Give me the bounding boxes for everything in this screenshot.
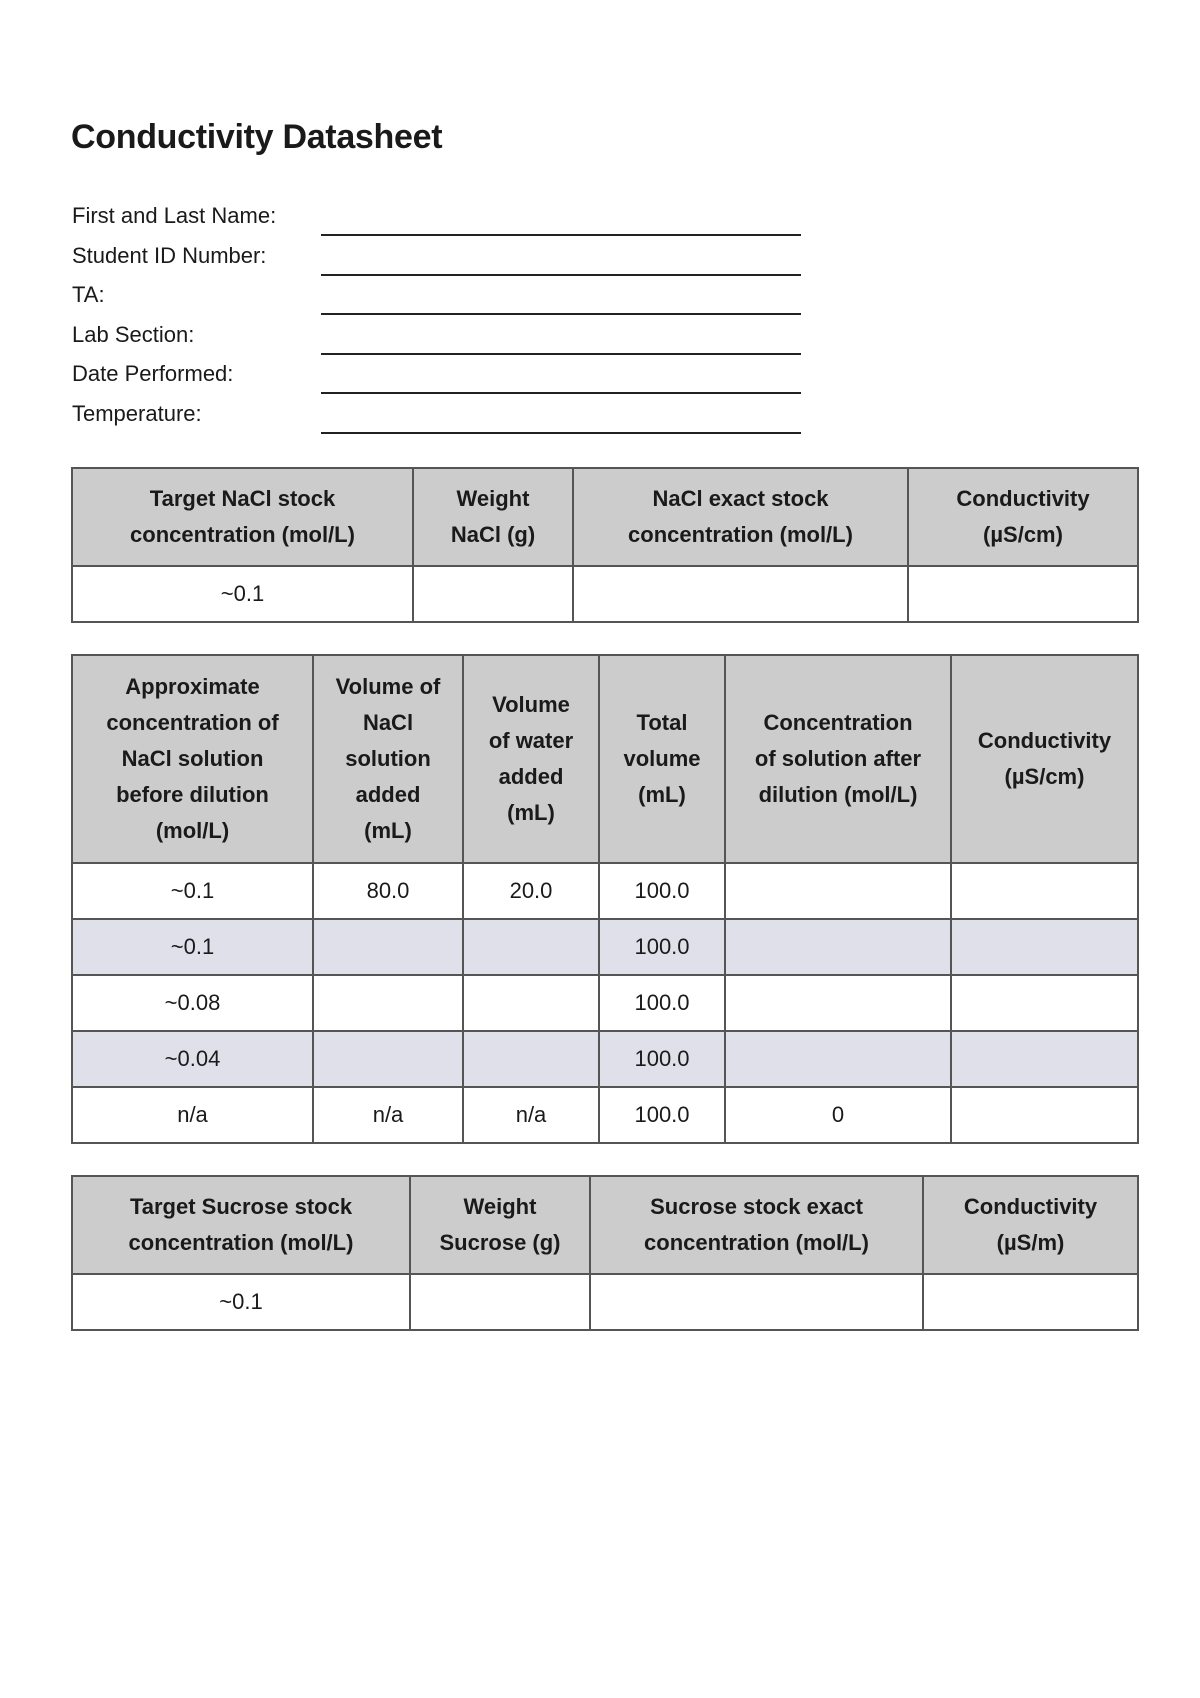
- info-row-lab-section: [72, 316, 812, 356]
- header-target-nacl-concentration: [72, 468, 413, 566]
- table-row: [72, 975, 1138, 1031]
- table-cell: ~0.1: [72, 1274, 410, 1330]
- table-row: [72, 919, 1138, 975]
- table-cell-input[interactable]: [951, 863, 1138, 919]
- info-row-student-id: [72, 237, 812, 277]
- table-cell-input[interactable]: [908, 566, 1138, 622]
- header-weight-sucrose: [410, 1176, 590, 1274]
- table-cell-input[interactable]: [951, 975, 1138, 1031]
- page-title: Conductivity Datasheet: [71, 118, 443, 156]
- header-sucrose-exact-concentration: [590, 1176, 923, 1274]
- header-line: (µS/m): [996, 1230, 1065, 1255]
- header-line: before dilution: [116, 782, 269, 807]
- table-cell: 20.0: [463, 863, 599, 919]
- header-line: Target NaCl stock: [149, 486, 336, 511]
- sucrose-stock-table: [71, 1175, 1139, 1331]
- header-line: dilution (mol/L): [758, 782, 918, 807]
- table-cell-input[interactable]: [313, 1031, 463, 1087]
- header-line: concentration (mol/L): [128, 1230, 354, 1255]
- header-approx-concentration: [72, 655, 313, 863]
- header-line: Sucrose stock exact: [650, 1194, 863, 1219]
- nacl-stock-table: [71, 467, 1139, 623]
- table-row: [72, 863, 1138, 919]
- header-line: Concentration: [763, 710, 913, 735]
- table-cell: 80.0: [313, 863, 463, 919]
- temperature-blank-line[interactable]: [321, 432, 801, 434]
- table-cell-input[interactable]: [725, 863, 951, 919]
- table-cell: 100.0: [599, 1087, 725, 1143]
- header-conductivity: [908, 468, 1138, 566]
- header-volume-nacl-added: [313, 655, 463, 863]
- ta-label: TA:: [72, 282, 105, 307]
- table-row: [72, 1087, 1138, 1143]
- table-cell: 100.0: [599, 975, 725, 1031]
- header-line: Volume: [492, 692, 570, 717]
- header-line: of water: [488, 728, 574, 753]
- table-cell-input[interactable]: [463, 1031, 599, 1087]
- header-line: concentration (mol/L): [130, 522, 355, 547]
- info-row-date: [72, 355, 812, 395]
- table-cell: ~0.1: [72, 566, 413, 622]
- header-weight-nacl: [413, 468, 573, 566]
- table-cell: ~0.1: [72, 863, 313, 919]
- name-label: First and Last Name:: [72, 203, 277, 228]
- header-line: (mL): [364, 818, 412, 843]
- table-cell: n/a: [313, 1087, 463, 1143]
- table-cell-input[interactable]: [923, 1274, 1138, 1330]
- header-line: NaCl exact stock: [652, 486, 829, 511]
- header-line: Target Sucrose stock: [129, 1194, 353, 1219]
- header-line: Approximate: [125, 674, 260, 699]
- header-line: Weight: [463, 1194, 537, 1219]
- header-line: added: [498, 764, 564, 789]
- header-line: Volume of: [335, 674, 441, 699]
- header-line: Conductivity: [977, 728, 1112, 753]
- table-cell: n/a: [72, 1087, 313, 1143]
- student-info-form: [72, 197, 812, 434]
- table-cell-input[interactable]: [951, 1087, 1138, 1143]
- table-cell-input[interactable]: [313, 919, 463, 975]
- table-cell-input[interactable]: [573, 566, 908, 622]
- table-header-row: [72, 468, 1138, 566]
- header-line: NaCl solution: [121, 746, 264, 771]
- table-row: [72, 1031, 1138, 1087]
- table-cell: 100.0: [599, 863, 725, 919]
- header-line: (µS/cm): [983, 522, 1063, 547]
- header-volume-water-added: [463, 655, 599, 863]
- table-cell-input[interactable]: [413, 566, 573, 622]
- lab-section-label: Lab Section:: [72, 321, 195, 347]
- header-line: concentration (mol/L): [644, 1230, 869, 1255]
- table-cell-input[interactable]: [463, 919, 599, 975]
- table-cell-input[interactable]: [410, 1274, 590, 1330]
- header-line: Conductivity: [963, 1194, 1098, 1219]
- header-line: added: [355, 782, 421, 807]
- dilution-table: [71, 654, 1139, 1144]
- header-line: Total: [636, 710, 688, 735]
- table-cell: 100.0: [599, 919, 725, 975]
- table-cell-input[interactable]: [725, 975, 951, 1031]
- header-line: NaCl: [362, 710, 414, 735]
- table-header-row: [72, 1176, 1138, 1274]
- info-row-name: [72, 197, 812, 237]
- table-cell: 0: [725, 1087, 951, 1143]
- header-conductivity: [951, 655, 1138, 863]
- table-cell-input[interactable]: [951, 919, 1138, 975]
- date-performed-label: Date Performed:: [72, 361, 234, 386]
- header-line: Sucrose (g): [439, 1230, 561, 1255]
- header-line: (mol/L): [155, 818, 230, 843]
- table-cell-input[interactable]: [725, 1031, 951, 1087]
- header-nacl-exact-concentration: [573, 468, 908, 566]
- table-cell-input[interactable]: [463, 975, 599, 1031]
- table-cell: ~0.04: [72, 1031, 313, 1087]
- header-target-sucrose-concentration: [72, 1176, 410, 1274]
- header-line: (µS/cm): [1004, 764, 1085, 789]
- table-cell-input[interactable]: [725, 919, 951, 975]
- header-line: Weight: [456, 486, 530, 511]
- table-row: [72, 566, 1138, 622]
- header-line: concentration of: [106, 710, 279, 735]
- header-concentration-after-dilution: [725, 655, 951, 863]
- header-line: NaCl (g): [450, 522, 536, 547]
- table-cell-input[interactable]: [313, 975, 463, 1031]
- header-line: volume: [623, 746, 701, 771]
- table-cell-input[interactable]: [951, 1031, 1138, 1087]
- table-cell-input[interactable]: [590, 1274, 923, 1330]
- header-line: Conductivity: [956, 486, 1090, 511]
- info-row-temperature: [72, 395, 812, 435]
- table-row: [72, 1274, 1138, 1330]
- header-total-volume: [599, 655, 725, 863]
- table-cell: n/a: [463, 1087, 599, 1143]
- student-id-label: Student ID Number:: [72, 242, 267, 268]
- table-cell: ~0.08: [72, 975, 313, 1031]
- table-header-row: [72, 655, 1138, 863]
- header-line: concentration (mol/L): [628, 522, 853, 547]
- header-line: of solution after: [754, 746, 922, 771]
- info-row-ta: [72, 276, 812, 316]
- header-line: solution: [345, 746, 431, 771]
- table-cell: 100.0: [599, 1031, 725, 1087]
- table-cell: ~0.1: [72, 919, 313, 975]
- header-line: (mL): [507, 800, 555, 825]
- header-line: (mL): [638, 782, 686, 807]
- header-conductivity: [923, 1176, 1138, 1274]
- temperature-label: Temperature:: [72, 400, 202, 426]
